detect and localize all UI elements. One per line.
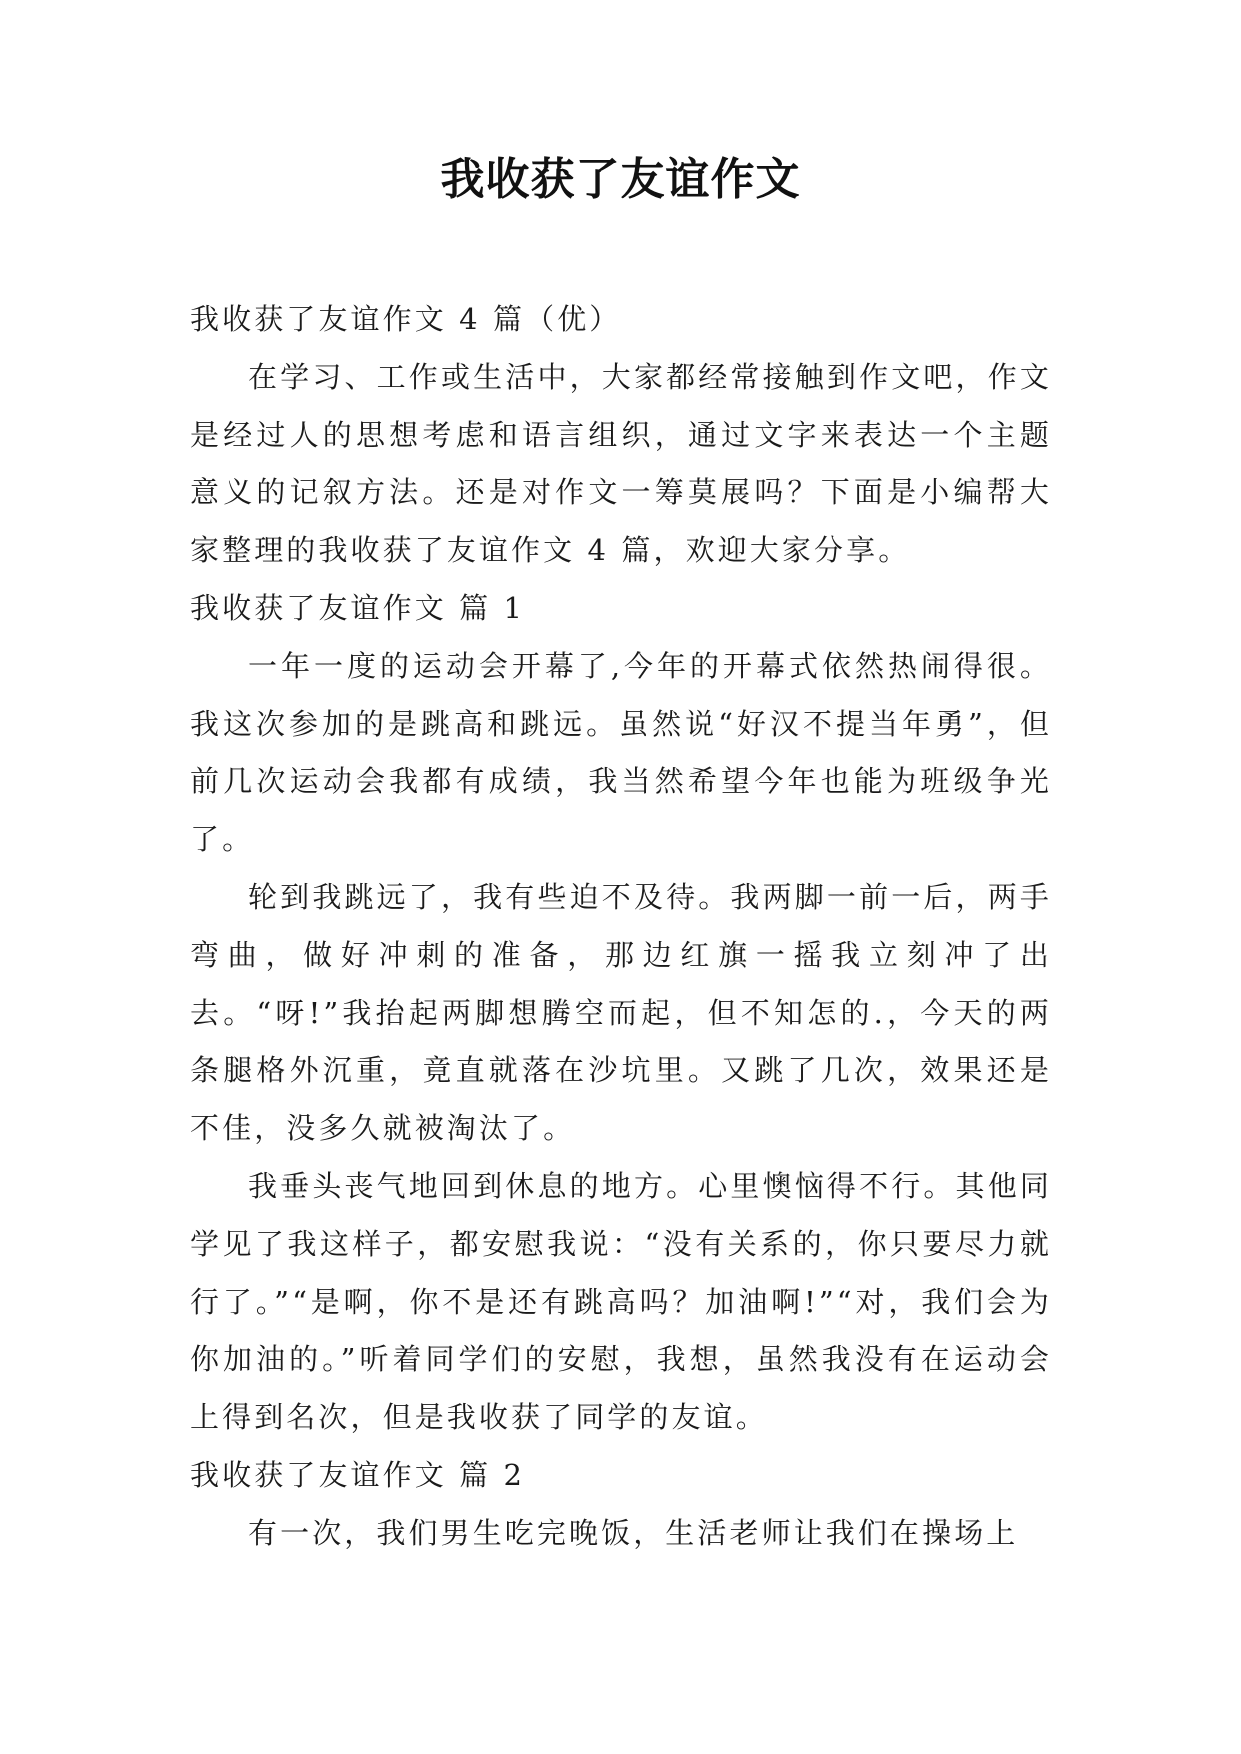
document-title: 我收获了友谊作文	[440, 154, 801, 205]
section-heading-1: 我收获了友谊作文 篇 1	[190, 590, 526, 625]
intro-paragraph: 在学习、工作或生活中，大家都经常接触到作文吧，作文是经过人的思想考虑和语言组织，通过文字来表达一个主题意义的记叙方法。还是对作文一筹莫展吗？下面是小编帮大家整理的我收获了友谊作文 4 篇，欢迎大家分享。	[190, 359, 1052, 568]
section-1-paragraph-3: 我垂头丧气地回到休息的地方。心里懊恼得不行。其他同学见了我这样子，都安慰我说：“没有关系的，你只要尽力就行了。”“是啊，你不是还有跳高吗？加油啊!”“对，我们会为你加油的。”听着同学们的安慰，我想，虽然我没有在运动会上得到名次，但是我收获了同学的友谊。	[190, 1168, 1052, 1435]
document-body	[190, 291, 1052, 1563]
section-heading-2: 我收获了友谊作文 篇 2	[190, 1457, 526, 1492]
section-1-paragraph-2: 轮到我跳远了，我有些迫不及待。我两脚一前一后，两手弯曲，做好冲刺的准备，那边红旗一摇我立刻冲了出去。“呀!”我抬起两脚想腾空而起，但不知怎的.，今天的两条腿格外沉重，竟直就落在沙坑里。又跳了几次，效果还是不佳，没多久就被淘汰了。	[190, 879, 1052, 1146]
section-2-paragraph-1: 有一次，我们男生吃完晚饭，生活老师让我们在操场上	[248, 1515, 1019, 1550]
section-1-paragraph-1: 一年一度的运动会开幕了,今年的开幕式依然热闹得很。我这次参加的是跳高和跳远。虽然说“好汉不提当年勇”，但前几次运动会我都有成绩，我当然希望今年也能为班级争光了。	[190, 648, 1052, 857]
document-subtitle: 我收获了友谊作文 4 篇（优）	[190, 302, 622, 336]
